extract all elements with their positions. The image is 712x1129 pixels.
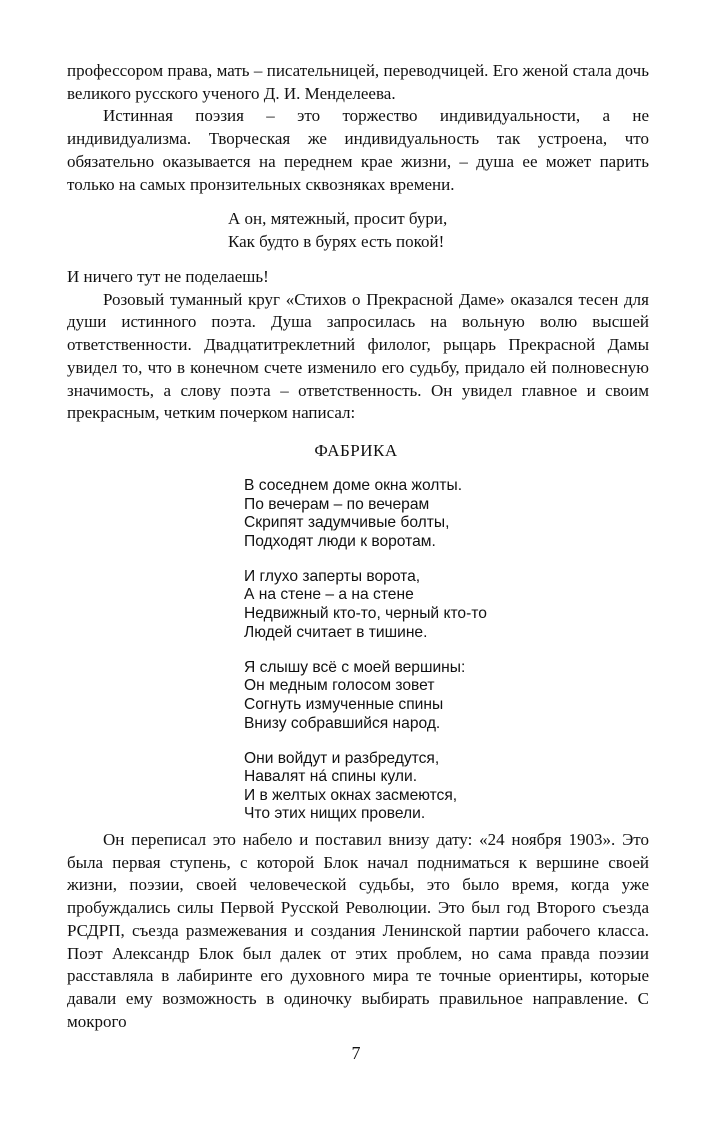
poem-line: Людей считает в тишине. bbox=[244, 623, 428, 641]
poem-stanza bbox=[244, 659, 584, 733]
poem-line: Они войдут и разбредутся, bbox=[244, 749, 440, 767]
poem-line: В соседнем доме окна жолты. bbox=[244, 477, 463, 494]
poem-line: И в желтых окнах засмеются, bbox=[244, 786, 458, 804]
epigraph-line: А он, мятежный, просит бури, bbox=[228, 209, 448, 228]
poem-line: Подходят люди к воротам. bbox=[244, 532, 436, 550]
poem-stanza bbox=[244, 568, 584, 642]
paragraph-continued: профессором права, мать – писательницей, переводчицей. Его женой стала дочь великого русского ученого Д. И. Менделеева. bbox=[67, 61, 649, 103]
poem-line: Недвижный кто-то, черный кто-то bbox=[244, 605, 487, 623]
top-text-block bbox=[67, 60, 649, 196]
poem-line: Внизу собравшийся народ. bbox=[244, 714, 441, 732]
poem-line: Что этих нищих провели. bbox=[244, 805, 426, 823]
epigraph-quote bbox=[228, 208, 548, 253]
poem-line: Навалят нá спины кули. bbox=[244, 768, 418, 786]
poem-title: ФАБРИКА bbox=[314, 441, 398, 460]
middle-text-block bbox=[67, 266, 649, 425]
poem-stanza bbox=[244, 477, 584, 551]
poem-line: Скрипят задумчивые болты, bbox=[244, 514, 450, 532]
poem-line: А на стене – а на стене bbox=[244, 586, 414, 604]
paragraph-date-1903: Он переписал это набело и поставил внизу дату: «24 ноября 1903». Это была первая ступень, с которой Блок начал подниматься к вершине своей жизни, поэзии, своей человеческой судьбы, это было время, когда уже пробуждались силы Первой Русской Революции. Это был год Второго съезда РСДРП, съезда размежевания и создания Ленинской партии рабочего класса. Поэт Александр Блок был далек от этих проблем, но сама правда поэзии расставляла в лабиринте его духовного мира те точные ориентиры, которые давали ему возможность в одиночку выбирать правильное направление. С мокрого bbox=[67, 830, 649, 1031]
paragraph-poetry-individuality: Истинная поэзия – это торжество индивидуальности, а не индивидуализма. Творческая же индивидуальность так устроена, что обязательно оказывается на переднем крае жизни, – душа ее может парить только на самых пронзительных сквозняках времени. bbox=[67, 106, 649, 194]
bottom-text-block bbox=[67, 829, 649, 1033]
poem-line: Согнуть измученные спины bbox=[244, 695, 444, 713]
poem-line: И глухо заперты ворота, bbox=[244, 567, 421, 585]
poem-line: Я слышу всё с моей вершины: bbox=[244, 658, 466, 676]
epigraph-line: Как будто в бурях есть покой! bbox=[228, 231, 445, 251]
poem-line: По вечерам – по вечерам bbox=[244, 495, 430, 513]
poem-line: Он медным голосом зовет bbox=[244, 677, 435, 695]
poem-body bbox=[244, 477, 584, 841]
page-number: 7 bbox=[351, 1043, 361, 1063]
poem-stanza bbox=[244, 750, 584, 824]
paragraph-nothing-to-do: И ничего тут не поделаешь! bbox=[67, 267, 269, 286]
paragraph-rosy-circle: Розовый туманный круг «Стихов о Прекрасной Даме» оказался тесен для души истинного поэта. Душа запросилась на вольную волю высшей ответственности. Двадцатитреклетний филолог, рыцарь Прекрасной Дамы увидел то, что в конечном счете изменило его судьбу, придало ей полновесную значимость, а слову поэта – ответственность. Он увидел главное и своим прекрасным, четким почерком написал: bbox=[67, 289, 649, 423]
